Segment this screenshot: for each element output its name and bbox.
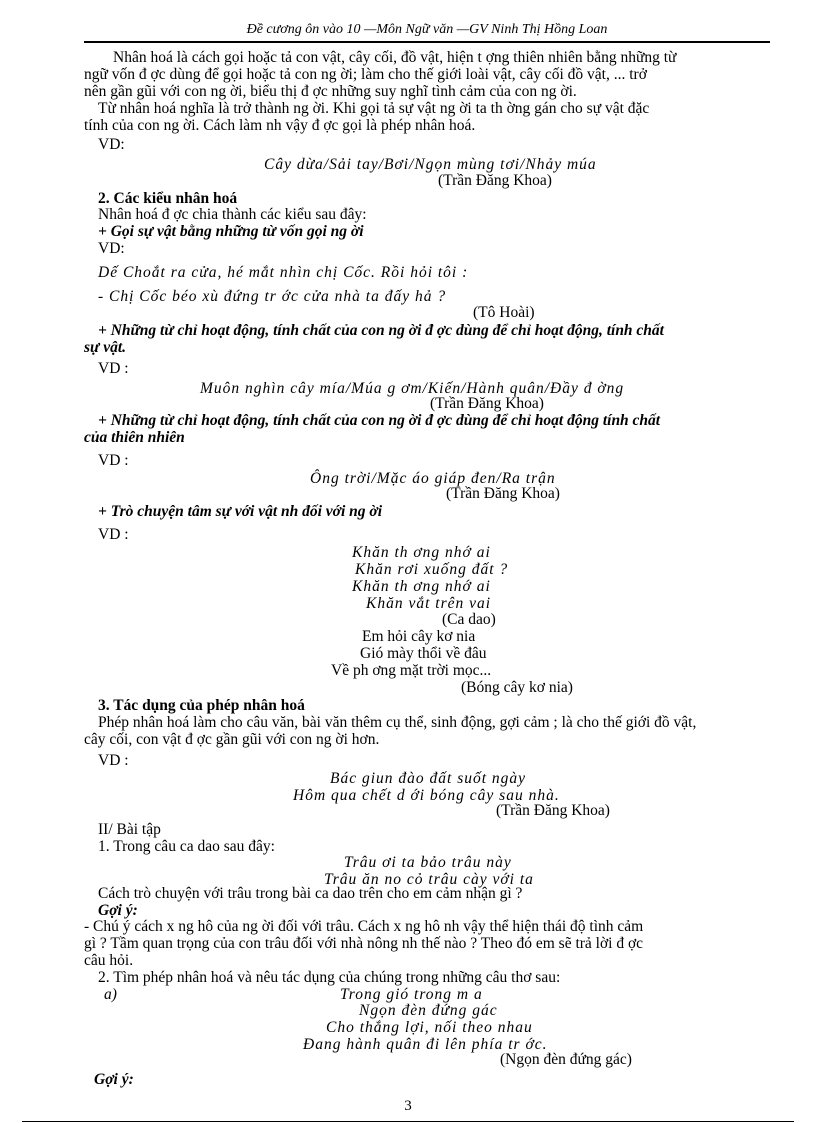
footer-divider	[22, 1121, 794, 1122]
section-heading: 2. Các kiểu nhân hoá	[98, 190, 238, 207]
poem-line: Về ph ơng mặt trời mọc...	[331, 662, 492, 679]
poem-line: Khăn th ơng nhớ ai	[352, 578, 491, 595]
text-line: cây cối, con vật đ ợc gần gũi với con ng ời hơn.	[84, 731, 380, 748]
poem-line: Trong gió trong m a	[340, 986, 483, 1003]
poem-line: Trâu ăn no cỏ trâu cày với ta	[324, 871, 534, 888]
page-header: Đề cương ôn vào 10 —Môn Ngữ văn —GV Ninh Thị Hồng Loan	[246, 22, 608, 37]
page-number: 3	[404, 1098, 412, 1114]
subheading: của thiên nhiên	[84, 429, 185, 446]
section-heading: II/ Bài tập	[98, 821, 161, 838]
poem-author: (Ca dao)	[442, 611, 496, 628]
poem-author: (Trần Đăng Khoa)	[438, 172, 552, 189]
poem-line: Hôm qua chết d ới bóng cây sau nhà.	[293, 787, 560, 804]
poem-line: Cho thắng lợi, nối theo nhau	[326, 1019, 533, 1036]
text-line: nên gần gũi với con ng ời, biểu thị đ ợc những suy nghĩ tình cảm của con ng ời.	[84, 83, 577, 100]
poem-author: (Trần Đăng Khoa)	[446, 485, 560, 502]
text-line: Nhân hoá đ ợc chia thành các kiểu sau đây:	[98, 206, 367, 223]
exercise-question: 1. Trong câu ca dao sau đây:	[98, 838, 275, 855]
poem-line: Ngọn đèn đứng gác	[359, 1002, 498, 1019]
subheading: + Gọi sự vật bằng những từ vốn gọi ng ời	[98, 223, 364, 240]
example-label: VD :	[98, 452, 129, 469]
example-label: VD:	[98, 136, 125, 153]
poem-line: Muôn nghìn cây mía/Múa g ơm/Kiến/Hành quân/Đầy đ ờng	[200, 380, 625, 397]
text-line: Cách trò chuyện với trâu trong bài ca dao trên cho em cảm nhận gì ?	[98, 885, 523, 902]
poem-author: (Trần Đăng Khoa)	[430, 395, 544, 412]
subheading: + Những từ chỉ hoạt động, tính chất của con ng ời đ ợc dùng để chỉ hoạt động tính chất	[98, 412, 661, 429]
example-label: VD :	[98, 526, 129, 543]
text-line: - Chú ý cách x ng hô của ng ời đối với trâu. Cách x ng hô nh vậy thể hiện thái độ tình cảm	[84, 918, 644, 935]
poem-line: Ông trời/Mặc áo giáp đen/Ra trận	[310, 470, 556, 487]
poem-line: Khăn th ơng nhớ ai	[352, 544, 491, 561]
poem-line: Gió mày thổi về đâu	[360, 645, 487, 662]
text-line: tính của con ng ời. Cách làm nh vậy đ ợc gọi là phép nhân hoá.	[84, 117, 476, 134]
text-line: ngữ vốn đ ợc dùng để gọi hoặc tả con ng ời; làm cho thế giới loài vật, cây cối đồ vật, ... trở	[84, 66, 647, 83]
poem-line: Khăn rơi xuống đất ?	[355, 561, 509, 578]
text-line: Phép nhân hoá làm cho câu văn, bài văn thêm cụ thể, sinh động, gợi cảm ; là cho thế giới đồ vật,	[98, 714, 697, 731]
text-line: Từ nhân hoá nghĩa là trở thành ng ời. Khi gọi tả sự vật ng ời ta th ờng gán cho sự vật đặc	[98, 100, 650, 117]
text-line: gì ? Tầm quan trọng của con trâu đối với nhà nông nh thế nào ? Theo đó em sẽ trả lời đ ợc	[84, 935, 644, 952]
subheading: + Những từ chỉ hoạt động, tính chất của con ng ời đ ợc dùng để chỉ hoạt động, tính chất	[98, 322, 664, 339]
poem-line: Cây dừa/Sải tay/Bơi/Ngọn mùng tơi/Nhảy múa	[264, 156, 597, 173]
poem-author: (Tô Hoài)	[473, 304, 535, 321]
poem-line: Em hỏi cây kơ nia	[362, 628, 476, 645]
subheading: + Trò chuyện tâm sự với vật nh đối với ng ời	[98, 503, 383, 520]
poem-line: Trâu ơi ta bảo trâu này	[344, 854, 512, 871]
poem-line: Đang hành quân đi lên phía tr ớc.	[303, 1036, 548, 1053]
poem-line: Bác giun đào đất suốt ngày	[330, 770, 527, 787]
text-line: câu hỏi.	[84, 952, 134, 969]
header-divider	[84, 41, 770, 43]
example-label: VD :	[98, 752, 129, 769]
poem-line: Khăn vắt trên vai	[366, 595, 492, 612]
poem-author: (Trần Đăng Khoa)	[496, 802, 610, 819]
example-text: - Chị Cốc béo xù đứng tr ớc cửa nhà ta đấy hả ?	[98, 288, 447, 305]
section-heading: 3. Tác dụng của phép nhân hoá	[98, 697, 305, 714]
exercise-question: 2. Tìm phép nhân hoá và nêu tác dụng của chúng trong những câu thơ sau:	[98, 969, 561, 986]
item-label: a)	[104, 986, 117, 1003]
hint-label: Gợi ý:	[94, 1071, 134, 1088]
text-line: Nhân hoá là cách gọi hoặc tả con vật, cây cối, đồ vật, hiện t ợng thiên nhiên bằng những từ	[113, 49, 677, 66]
example-label: VD :	[98, 360, 129, 377]
poem-author: (Bóng cây kơ nia)	[461, 679, 573, 696]
example-text: Dế Choắt ra cửa, hé mắt nhìn chị Cốc. Rồi hỏi tôi :	[98, 264, 469, 281]
hint-label: Gợi ý:	[98, 902, 138, 919]
example-label: VD:	[98, 240, 125, 257]
subheading: sự vật.	[84, 339, 127, 356]
poem-author: (Ngọn đèn đứng gác)	[500, 1051, 632, 1068]
